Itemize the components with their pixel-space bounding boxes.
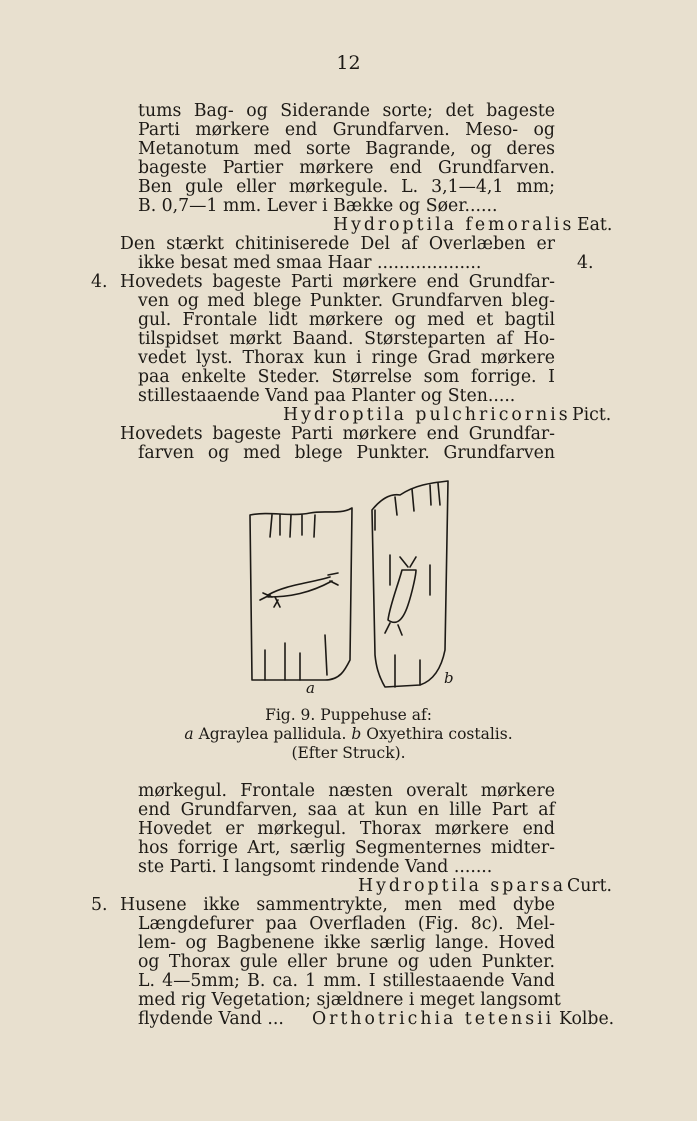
species-author: Pict. — [572, 405, 612, 425]
figure-caption-line1: Fig. 9. Puppehuse af: — [265, 706, 432, 724]
text-line: Husene ikke sammentrykte, men med dybe — [120, 895, 555, 915]
text-line: end Grundfarven, saa at kun en lille Part af — [138, 800, 555, 820]
couplet-number: 4. — [91, 272, 108, 292]
pupal-cases-figure — [230, 475, 470, 700]
text-line: vedet lyst. Thorax kun i ringe Grad mørkere — [138, 348, 555, 368]
figure-label-a: a — [306, 679, 315, 697]
caption-a-letter: a — [184, 725, 194, 743]
text-line: paa enkelte Steder. Størrelse som forrige. I — [138, 367, 555, 387]
species-name: Hydroptila pulchricornis — [283, 405, 571, 425]
text-line: mørkegul. Frontale næsten overalt mørkere — [138, 781, 555, 801]
text-line: Den stærkt chitiniserede Del af Overlæben er — [120, 234, 555, 254]
text-line: Længdefurer paa Overfladen (Fig. 8c). Mel- — [138, 914, 555, 934]
figure-label-b: b — [444, 669, 454, 687]
text-line: flydende Vand ... — [138, 1009, 284, 1029]
caption-b-text: Oxyethira costalis. — [366, 725, 513, 743]
text-line: B. 0,7—1 mm. Lever i Bække og Søer...... — [138, 196, 498, 216]
species-name: Orthotrichia tetensii — [312, 1009, 555, 1029]
case-a-drawing — [250, 508, 352, 680]
text-line: Ben gule eller mørkegule. L. 3,1—4,1 mm; — [138, 177, 555, 197]
text-line: med rig Vegetation; sjældnere i meget langsomt — [138, 990, 561, 1010]
species-author: Eat. — [577, 215, 613, 235]
text-line: bageste Partier mørkere end Grundfarven. — [138, 158, 555, 178]
species-author: Kolbe. — [559, 1009, 615, 1029]
species-name: Hydroptila sparsa — [358, 876, 567, 896]
caption-a-text: Agraylea pallidula. — [198, 725, 347, 743]
text-line: L. 4—5mm; B. ca. 1 mm. I stillestaaende Vand — [138, 971, 555, 991]
text-line: lem- og Bagbenene ikke særlig lange. Hoved — [138, 933, 555, 953]
species-name: Hydroptila femoralis — [333, 215, 575, 235]
text-line: Hovedets bageste Parti mørkere end Grundfar- — [120, 424, 555, 444]
text-line: farven og med blege Punkter. Grundfarven — [138, 443, 555, 463]
figure-caption-line2 — [0, 725, 697, 744]
couplet-number: 5. — [91, 895, 108, 915]
text-line: hos forrige Art, særlig Segmenternes midter- — [138, 838, 555, 858]
text-line: Hovedet er mørkegul. Thorax mørkere end — [138, 819, 555, 839]
figure-caption-line3: (Efter Struck). — [291, 744, 406, 762]
text-line: og Thorax gule eller brune og uden Punkter. — [138, 952, 555, 972]
species-author: Curt. — [567, 876, 613, 896]
text-line: gul. Frontale lidt mørkere og med et bagtil — [138, 310, 555, 330]
text-line: tilspidset mørkt Baand. Størsteparten af Ho- — [138, 329, 555, 349]
couplet-reference: 4. — [577, 253, 594, 273]
caption-b-letter: b — [351, 725, 362, 743]
text-line: Parti mørkere end Grundfarven. Meso- og — [138, 120, 555, 140]
page-number: 12 — [336, 52, 361, 74]
text-line: ikke besat med smaa Haar ................... — [138, 253, 482, 273]
case-b-drawing — [372, 481, 448, 687]
text-line: tums Bag- og Siderande sorte; det bageste — [138, 101, 555, 121]
text-line: Hovedets bageste Parti mørkere end Grundfar- — [120, 272, 555, 292]
text-line: Metanotum med sorte Bagrande, og deres — [138, 139, 555, 159]
text-line: stillestaaende Vand paa Planter og Sten..... — [138, 386, 516, 406]
text-line: ste Parti. I langsomt rindende Vand ....... — [138, 857, 493, 877]
text-line: ven og med blege Punkter. Grundfarven bleg- — [138, 291, 555, 311]
